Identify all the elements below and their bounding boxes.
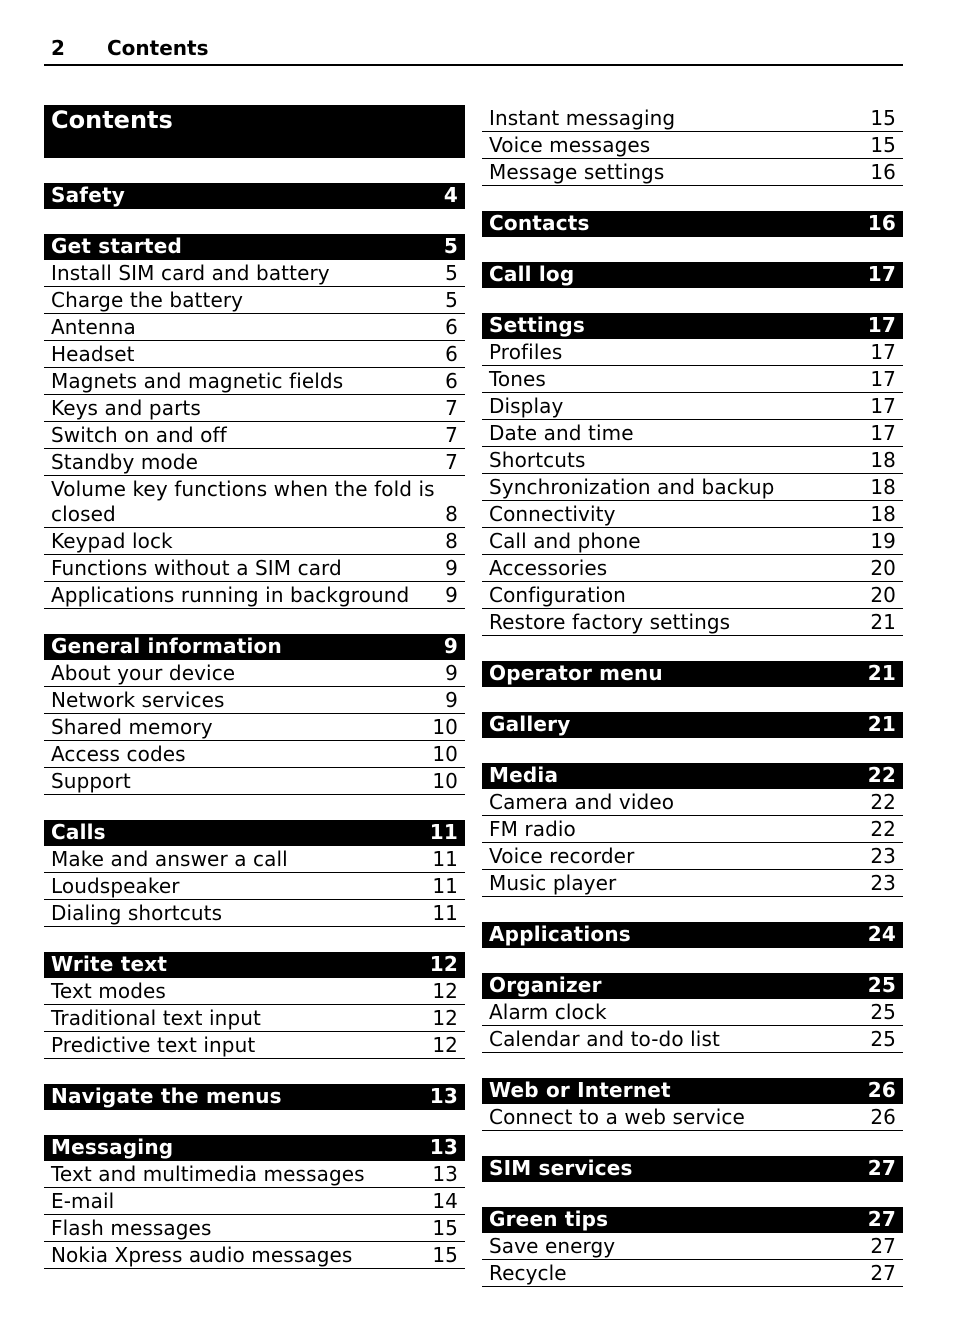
toc-section-contacts [482, 211, 903, 237]
toc-entry[interactable] [44, 582, 465, 609]
section-title: Operator menu [489, 661, 663, 685]
entry-page-number: 12 [432, 1033, 458, 1057]
toc-entry[interactable] [482, 843, 903, 870]
toc-section-settings [482, 313, 903, 636]
toc-section-messaging [44, 1135, 465, 1269]
toc-section-heading[interactable] [482, 1078, 903, 1104]
toc-entry[interactable] [44, 368, 465, 395]
section-page-number: 13 [429, 1135, 458, 1159]
running-title: Contents [107, 36, 209, 60]
entry-page-number: 27 [870, 1261, 896, 1285]
entry-page-number: 23 [870, 871, 896, 895]
toc-section-heading[interactable] [482, 712, 903, 738]
toc-entry[interactable] [482, 420, 903, 447]
entry-page-number: 16 [870, 160, 896, 184]
section-page-number: 5 [443, 234, 458, 258]
entry-label: Synchronization and backup [489, 475, 775, 499]
entry-label: Accessories [489, 556, 608, 580]
toc-entry[interactable] [482, 999, 903, 1026]
toc-section-heading[interactable] [482, 661, 903, 687]
entry-page-number: 22 [870, 790, 896, 814]
toc-entry[interactable] [44, 1242, 465, 1269]
entry-label: Install SIM card and battery [51, 261, 330, 285]
toc-entry[interactable] [44, 422, 465, 449]
toc-entry[interactable] [44, 846, 465, 873]
entry-page-number: 18 [870, 448, 896, 472]
entry-page-number: 22 [870, 817, 896, 841]
entry-page-number: 6 [445, 315, 458, 339]
toc-entry[interactable] [44, 741, 465, 768]
entry-page-number: 8 [445, 502, 458, 526]
entry-page-number: 8 [445, 529, 458, 553]
page-header [44, 34, 903, 66]
section-page-number: 26 [867, 1078, 896, 1102]
toc-section-applications [482, 922, 903, 948]
toc-entry[interactable] [482, 555, 903, 582]
section-page-number: 22 [867, 763, 896, 787]
entry-label: Instant messaging [489, 106, 676, 130]
toc-entry[interactable] [482, 474, 903, 501]
section-page-number: 16 [867, 211, 896, 235]
entry-page-number: 6 [445, 369, 458, 393]
entry-page-number: 9 [445, 583, 458, 607]
entry-page-number: 6 [445, 342, 458, 366]
entry-label: Date and time [489, 421, 634, 445]
entry-label: Antenna [51, 315, 136, 339]
entry-page-number: 23 [870, 844, 896, 868]
entry-label: Predictive text input [51, 1033, 256, 1057]
section-title: Messaging [51, 1135, 174, 1159]
toc-entry[interactable] [44, 1032, 465, 1059]
entry-page-number: 18 [870, 502, 896, 526]
toc-entry[interactable] [44, 476, 465, 528]
toc-entry[interactable] [482, 816, 903, 843]
toc-entry[interactable] [44, 687, 465, 714]
entry-page-number: 7 [445, 396, 458, 420]
toc-entry[interactable] [44, 260, 465, 287]
entry-label: Support [51, 769, 131, 793]
section-title: Get started [51, 234, 182, 258]
section-page-number: 21 [867, 661, 896, 685]
entry-label: Traditional text input [51, 1006, 261, 1030]
entry-label: Flash messages [51, 1216, 212, 1240]
toc-entry[interactable] [44, 528, 465, 555]
toc-column-right [482, 105, 903, 1287]
section-title: Navigate the menus [51, 1084, 282, 1108]
section-title: Gallery [489, 712, 571, 736]
toc-entry[interactable] [482, 447, 903, 474]
entry-label: Configuration [489, 583, 626, 607]
entry-label: Text modes [51, 979, 166, 1003]
entry-page-number: 17 [870, 367, 896, 391]
toc-section-heading[interactable] [44, 1084, 465, 1110]
entry-page-number: 20 [870, 583, 896, 607]
entry-label: Standby mode [51, 450, 198, 474]
toc-column-left [44, 105, 465, 1269]
toc-section-gallery [482, 712, 903, 738]
section-title: Contacts [489, 211, 590, 235]
entry-page-number: 15 [432, 1243, 458, 1267]
entry-page-number: 15 [870, 133, 896, 157]
toc-entry[interactable] [44, 1005, 465, 1032]
toc-entry[interactable] [482, 132, 903, 159]
page-number: 2 [51, 36, 65, 60]
entry-page-number: 11 [432, 847, 458, 871]
toc-section-green-tips [482, 1207, 903, 1287]
entry-label: Connectivity [489, 502, 616, 526]
entry-page-number: 11 [432, 874, 458, 898]
toc-entry[interactable] [482, 582, 903, 609]
entry-page-number: 7 [445, 423, 458, 447]
entry-label: FM radio [489, 817, 576, 841]
toc-section-heading[interactable] [482, 211, 903, 237]
toc-section-safety [44, 183, 465, 209]
section-page-number: 9 [443, 634, 458, 658]
toc-section-write-text [44, 952, 465, 1059]
entry-label: Magnets and magnetic fields [51, 369, 344, 393]
toc-section-heading[interactable] [44, 952, 465, 978]
toc-section-heading[interactable] [482, 262, 903, 288]
toc-entry[interactable] [482, 501, 903, 528]
toc-entry[interactable] [482, 393, 903, 420]
entry-page-number: 15 [870, 106, 896, 130]
entry-label: Make and answer a call [51, 847, 288, 871]
toc-entry[interactable] [482, 1260, 903, 1287]
entry-label: Shared memory [51, 715, 213, 739]
section-page-number: 27 [867, 1207, 896, 1231]
toc-section-continued [482, 105, 903, 186]
toc-entry[interactable] [44, 873, 465, 900]
section-page-number: 17 [867, 313, 896, 337]
section-title: Settings [489, 313, 586, 337]
section-page-number: 13 [429, 1084, 458, 1108]
entry-page-number: 10 [432, 715, 458, 739]
entry-page-number: 25 [870, 1027, 896, 1051]
toc-entry[interactable] [44, 1215, 465, 1242]
toc-section-calls [44, 820, 465, 927]
toc-entry[interactable] [482, 609, 903, 636]
toc-section-heading[interactable] [44, 634, 465, 660]
section-title: Organizer [489, 973, 602, 997]
toc-section-sim-services [482, 1156, 903, 1182]
entry-page-number: 17 [870, 421, 896, 445]
section-title: Media [489, 763, 559, 787]
toc-entry[interactable] [44, 768, 465, 795]
toc-entry[interactable] [482, 339, 903, 366]
entry-label: Keypad lock [51, 529, 173, 553]
entry-page-number: 9 [445, 688, 458, 712]
entry-page-number: 10 [432, 742, 458, 766]
entry-label: Call and phone [489, 529, 641, 553]
entry-label: Recycle [489, 1261, 567, 1285]
section-page-number: 21 [867, 712, 896, 736]
toc-entry[interactable] [44, 714, 465, 741]
entry-page-number: 15 [432, 1216, 458, 1240]
toc-entry[interactable] [44, 341, 465, 368]
entry-page-number: 10 [432, 769, 458, 793]
section-page-number: 17 [867, 262, 896, 286]
toc-entry[interactable] [482, 1026, 903, 1053]
entry-label: Headset [51, 342, 135, 366]
entry-page-number: 17 [870, 394, 896, 418]
toc-entry[interactable] [44, 1161, 465, 1188]
entry-label: Switch on and off [51, 423, 227, 447]
entry-page-number: 18 [870, 475, 896, 499]
entry-page-number: 9 [445, 556, 458, 580]
entry-label: Text and multimedia messages [51, 1162, 365, 1186]
toc-entry[interactable] [482, 528, 903, 555]
entry-label: E-mail [51, 1189, 115, 1213]
entry-label: Music player [489, 871, 617, 895]
entry-page-number: 7 [445, 450, 458, 474]
section-title: SIM services [489, 1156, 633, 1180]
entry-page-number: 5 [445, 261, 458, 285]
toc-section-heading[interactable] [482, 313, 903, 339]
section-title: Safety [51, 183, 125, 207]
entry-label: Nokia Xpress audio messages [51, 1243, 353, 1267]
toc-entry[interactable] [44, 660, 465, 687]
entry-label: About your device [51, 661, 236, 685]
section-title: Calls [51, 820, 106, 844]
section-title: Green tips [489, 1207, 609, 1231]
toc-section-heading[interactable] [482, 973, 903, 999]
toc-section-web-or-internet [482, 1078, 903, 1131]
toc-section-general-information [44, 634, 465, 795]
section-title: Web or Internet [489, 1078, 671, 1102]
entry-label: Profiles [489, 340, 563, 364]
toc-section-heading[interactable] [482, 1156, 903, 1182]
entry-page-number: 9 [445, 661, 458, 685]
entry-label: Dialing shortcuts [51, 901, 223, 925]
toc-section-heading[interactable] [44, 1135, 465, 1161]
entry-label: Connect to a web service [489, 1105, 745, 1129]
entry-label: Keys and parts [51, 396, 201, 420]
toc-section-heading[interactable] [44, 183, 465, 209]
section-page-number: 27 [867, 1156, 896, 1180]
section-title: General information [51, 634, 282, 658]
toc-title: Contents [44, 105, 465, 158]
toc-section-get-started [44, 234, 465, 609]
entry-label: Functions without a SIM card [51, 556, 342, 580]
toc-entry[interactable] [482, 159, 903, 186]
entry-label: Save energy [489, 1234, 616, 1258]
toc-entry[interactable] [482, 105, 903, 132]
toc-entry[interactable] [482, 366, 903, 393]
entry-label: Volume key functions when the fold is closed [51, 477, 435, 526]
entry-page-number: 12 [432, 979, 458, 1003]
toc-entry[interactable] [44, 1188, 465, 1215]
entry-label: Loudspeaker [51, 874, 180, 898]
toc-section-operator-menu [482, 661, 903, 687]
entry-label: Display [489, 394, 564, 418]
entry-page-number: 19 [870, 529, 896, 553]
toc-entry[interactable] [482, 789, 903, 816]
entry-label: Restore factory settings [489, 610, 731, 634]
entry-page-number: 27 [870, 1234, 896, 1258]
entry-label: Access codes [51, 742, 186, 766]
entry-page-number: 12 [432, 1006, 458, 1030]
section-page-number: 11 [429, 820, 458, 844]
entry-page-number: 14 [432, 1189, 458, 1213]
entry-page-number: 17 [870, 340, 896, 364]
toc-section-heading[interactable] [482, 1207, 903, 1233]
toc-entry[interactable] [44, 449, 465, 476]
entry-label: Shortcuts [489, 448, 586, 472]
section-title: Call log [489, 262, 575, 286]
toc-entry[interactable] [44, 555, 465, 582]
toc-section-media [482, 763, 903, 897]
entry-page-number: 25 [870, 1000, 896, 1024]
toc-section-heading[interactable] [44, 820, 465, 846]
toc-entry[interactable] [44, 900, 465, 927]
toc-section-heading[interactable] [482, 922, 903, 948]
section-page-number: 4 [443, 183, 458, 207]
section-page-number: 12 [429, 952, 458, 976]
toc-entry[interactable] [44, 287, 465, 314]
toc-entry[interactable] [44, 395, 465, 422]
entry-label: Tones [489, 367, 546, 391]
toc-section-call-log [482, 262, 903, 288]
entry-page-number: 5 [445, 288, 458, 312]
toc-entry[interactable] [44, 314, 465, 341]
toc-entry[interactable] [482, 1104, 903, 1131]
entry-label: Camera and video [489, 790, 675, 814]
entry-page-number: 26 [870, 1105, 896, 1129]
entry-label: Applications running in background [51, 583, 410, 607]
entry-page-number: 11 [432, 901, 458, 925]
entry-label: Message settings [489, 160, 665, 184]
entry-page-number: 20 [870, 556, 896, 580]
toc-entry[interactable] [44, 978, 465, 1005]
toc-entry[interactable] [482, 1233, 903, 1260]
section-title: Write text [51, 952, 168, 976]
section-title: Applications [489, 922, 631, 946]
toc-section-navigate-the-menus [44, 1084, 465, 1110]
entry-label: Network services [51, 688, 225, 712]
section-page-number: 25 [867, 973, 896, 997]
entry-page-number: 13 [432, 1162, 458, 1186]
section-page-number: 24 [867, 922, 896, 946]
toc-entry[interactable] [482, 870, 903, 897]
entry-page-number: 21 [870, 610, 896, 634]
entry-label: Voice messages [489, 133, 651, 157]
toc-section-heading[interactable] [44, 234, 465, 260]
entry-label: Calendar and to-do list [489, 1027, 720, 1051]
toc-section-heading[interactable] [482, 763, 903, 789]
entry-label: Voice recorder [489, 844, 635, 868]
toc-section-organizer [482, 973, 903, 1053]
entry-label: Alarm clock [489, 1000, 607, 1024]
entry-label: Charge the battery [51, 288, 244, 312]
